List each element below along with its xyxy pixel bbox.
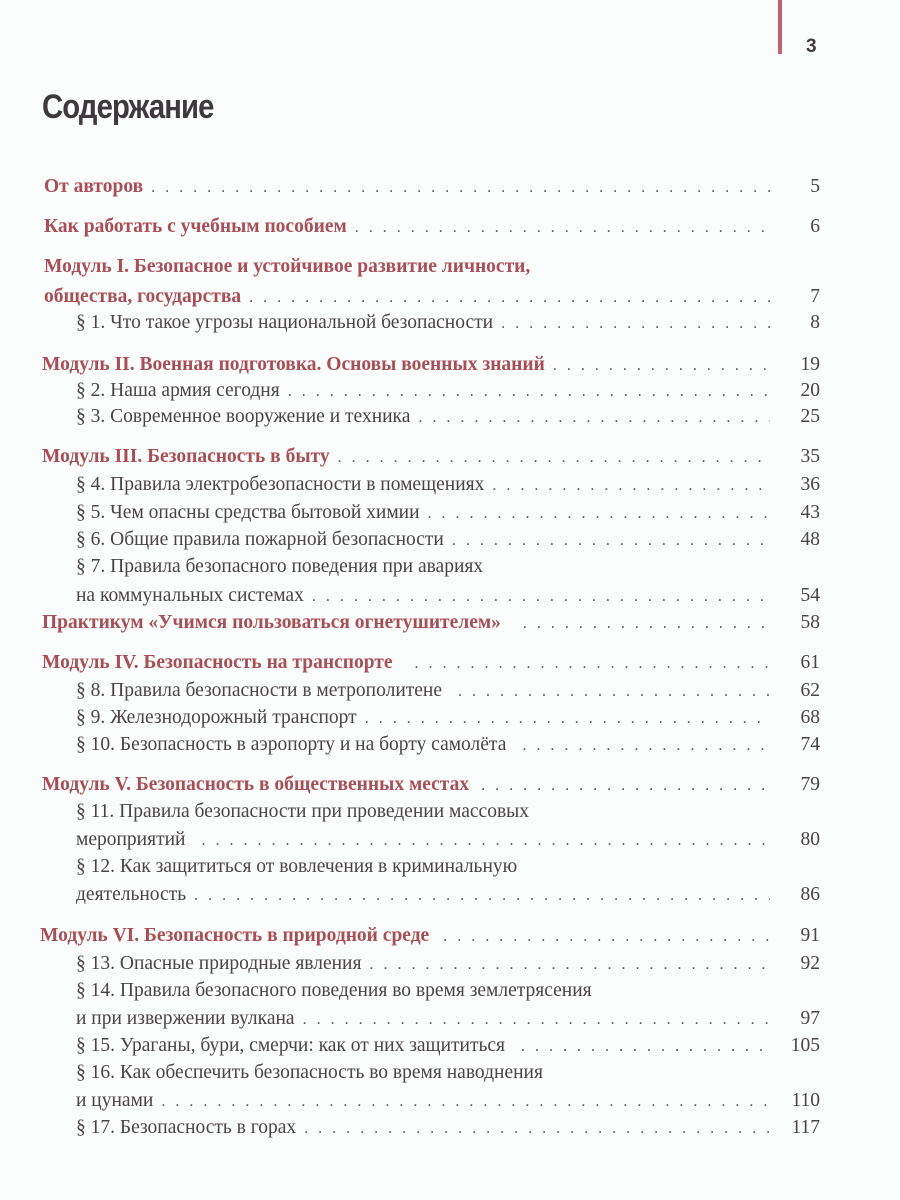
toc-section-7-line1[interactable]: § 7. Правила безопасного поведения при авариях <box>76 556 484 577</box>
toc-entry-section-13[interactable] <box>76 953 820 975</box>
leader-dots <box>428 505 770 523</box>
toc-page-number: 105 <box>790 1035 820 1056</box>
toc-entry-section-9[interactable] <box>76 707 820 729</box>
toc-entry-section-15[interactable] <box>76 1035 820 1057</box>
toc-page-number: 92 <box>800 953 820 974</box>
toc-entry-title: мероприятий <box>76 829 186 850</box>
toc-entry-section-4[interactable] <box>76 474 820 496</box>
leader-dots <box>443 928 770 946</box>
toc-entry-title: на коммунальных системах <box>76 585 304 606</box>
toc-entry-title: Модуль IV. Безопасность на транспорте <box>42 652 393 673</box>
toc-entry-module-2[interactable] <box>42 354 820 376</box>
toc-module-1-line1[interactable]: Модуль I. Безопасное и устойчивое развитие личности, <box>44 256 531 277</box>
toc-entry-title: Как работать с учебным пособием <box>44 216 347 237</box>
toc-page-number: 61 <box>800 652 820 673</box>
toc-page-number: 43 <box>800 502 820 523</box>
toc-entry-section-14[interactable] <box>76 1008 820 1030</box>
leader-dots <box>161 1093 770 1111</box>
toc-section-11-line1[interactable]: § 11. Правила безопасности при проведении массовых <box>76 801 530 822</box>
toc-entry-title: § 10. Безопасность в аэропорту и на борту самолёта <box>76 734 507 755</box>
toc-entry-section-6[interactable] <box>76 529 820 551</box>
leader-dots <box>365 710 770 728</box>
leader-dots <box>523 615 770 633</box>
toc-entry-section-2[interactable] <box>76 380 820 402</box>
toc-entry-section-5[interactable] <box>76 502 820 524</box>
toc-entry-section-3[interactable] <box>76 406 820 428</box>
toc-entry-title: От авторов <box>44 176 144 197</box>
toc-entry-title: § 1. Что такое угрозы национальной безопасности <box>76 312 494 333</box>
toc-entry-title: § 6. Общие правила пожарной безопасности <box>76 529 444 550</box>
toc-page-number: 80 <box>800 829 820 850</box>
toc-page-number: 25 <box>800 406 820 427</box>
leader-dots <box>553 357 770 375</box>
leader-dots <box>303 1011 770 1029</box>
toc-entry-title: Модуль VI. Безопасность в природной среде <box>40 925 430 946</box>
toc-entry-section-12[interactable] <box>76 884 820 906</box>
toc-entry-title: § 13. Опасные природные явления <box>76 953 362 974</box>
toc-entry-title: § 4. Правила электробезопасности в помещениях <box>76 474 485 495</box>
toc-entry-module-6[interactable] <box>40 925 820 947</box>
toc-page-number: 48 <box>800 529 820 550</box>
toc-page-number: 97 <box>800 1008 820 1029</box>
leader-dots <box>481 777 770 795</box>
leader-dots <box>522 737 770 755</box>
leader-dots <box>452 532 770 550</box>
leader-dots <box>501 315 770 333</box>
leader-dots <box>521 1038 770 1056</box>
toc-page-number: 110 <box>791 1090 820 1111</box>
toc-entry-module-1[interactable] <box>44 286 820 308</box>
toc-page-number: 6 <box>810 216 820 237</box>
toc-page-number: 20 <box>800 380 820 401</box>
toc-entry-how-to-use[interactable] <box>44 216 820 238</box>
leader-dots <box>355 219 770 237</box>
toc-entry-module-5[interactable] <box>42 774 820 796</box>
leader-dots <box>201 832 770 850</box>
toc-entry-section-17[interactable] <box>76 1117 820 1139</box>
leader-dots <box>194 887 770 905</box>
toc-page-number: 54 <box>800 585 820 606</box>
page-accent-bar <box>778 0 782 54</box>
page-title: Содержание <box>42 88 214 126</box>
toc-entry-title: и при извержении вулкана <box>76 1008 295 1029</box>
toc-entry-section-1[interactable] <box>76 312 820 334</box>
page-number: 3 <box>806 36 817 57</box>
toc-entry-title: § 8. Правила безопасности в метрополитене <box>76 680 443 701</box>
toc-entry-title: Модуль II. Военная подготовка. Основы военных знаний <box>42 354 545 375</box>
toc-entry-title: § 5. Чем опасны средства бытовой химии <box>76 502 420 523</box>
toc-entry-title: и цунами <box>76 1090 154 1111</box>
toc-page-number: 36 <box>800 474 820 495</box>
toc-page-number: 8 <box>810 312 820 333</box>
leader-dots <box>492 477 770 495</box>
toc-page-number: 58 <box>800 612 820 633</box>
toc-entry-module-3[interactable] <box>42 446 820 468</box>
toc-page-number: 7 <box>810 286 820 307</box>
leader-dots <box>304 1120 770 1138</box>
leader-dots <box>338 449 770 467</box>
toc-section-12-line1[interactable]: § 12. Как защититься от вовлечения в криминальную <box>76 856 518 877</box>
leader-dots <box>369 956 770 974</box>
toc-page-number: 19 <box>800 354 820 375</box>
toc-entry-title: Модуль V. Безопасность в общественных местах <box>42 774 470 795</box>
leader-dots <box>415 655 770 673</box>
toc-page-number: 74 <box>800 734 820 755</box>
toc-entry-title: § 2. Наша армия сегодня <box>76 380 280 401</box>
toc-page-number: 91 <box>800 925 820 946</box>
toc-page-number: 35 <box>800 446 820 467</box>
toc-page-number: 68 <box>800 707 820 728</box>
toc-entry-title: Модуль III. Безопасность в быту <box>42 446 330 467</box>
toc-entry-title: § 17. Безопасность в горах <box>76 1117 297 1138</box>
toc-page-number: 86 <box>800 884 820 905</box>
toc-entry-section-11[interactable] <box>76 829 820 851</box>
toc-page-number: 62 <box>800 680 820 701</box>
leader-dots <box>418 409 770 427</box>
leader-dots <box>312 588 770 606</box>
toc-entry-title: Практикум «Учимся пользоваться огнетушителем» <box>42 612 501 633</box>
toc-entry-practicum[interactable] <box>42 612 820 634</box>
toc-entry-title: деятельность <box>76 884 187 905</box>
toc-page-number: 117 <box>791 1117 820 1138</box>
toc-entry-title: § 3. Современное вооружение и техника <box>76 406 411 427</box>
toc-entry-section-8[interactable] <box>76 680 820 702</box>
toc-entry-section-10[interactable] <box>76 734 820 756</box>
toc-entry-module-4[interactable] <box>42 652 820 674</box>
toc-section-16-line1[interactable]: § 16. Как обеспечить безопасность во время наводнения <box>76 1062 543 1083</box>
toc-section-14-line1[interactable]: § 14. Правила безопасного поведения во время землетрясения <box>76 980 592 1001</box>
leader-dots <box>249 289 770 307</box>
toc-entry-section-16[interactable] <box>76 1090 820 1112</box>
toc-page-number: 79 <box>800 774 820 795</box>
leader-dots <box>458 683 770 701</box>
toc-entry-title: § 9. Железнодорожный транспорт <box>76 707 357 728</box>
leader-dots <box>288 383 770 401</box>
toc-entry-title: § 15. Ураганы, бури, смерчи: как от них защититься <box>76 1035 505 1056</box>
toc-entry-title: общества, государства <box>44 286 242 307</box>
toc-page-number: 5 <box>810 176 820 197</box>
leader-dots <box>151 179 770 197</box>
toc-entry-section-7[interactable] <box>76 585 820 607</box>
toc-entry-from-authors[interactable] <box>44 176 820 198</box>
